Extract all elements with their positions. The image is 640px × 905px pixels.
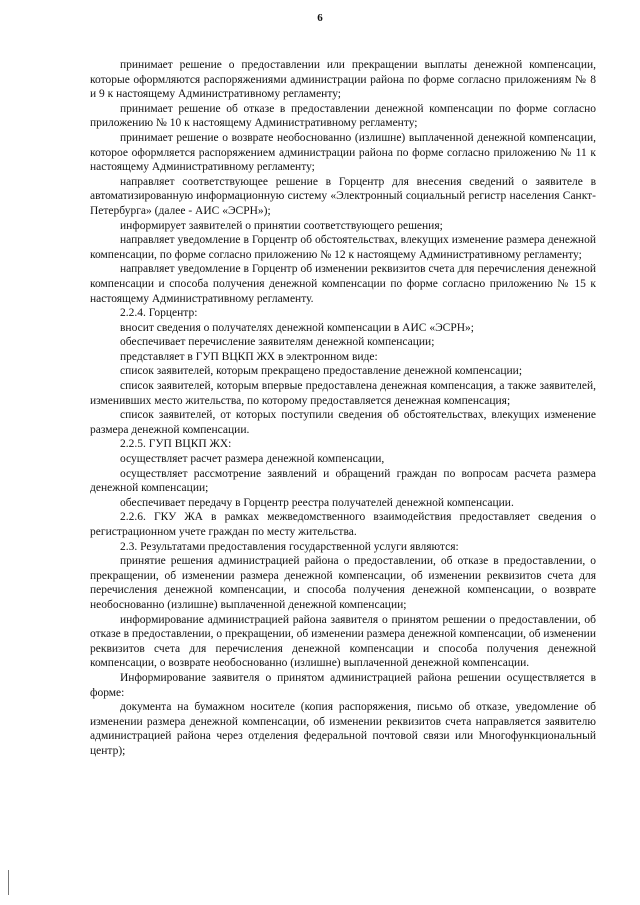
paragraph: обеспечивает передачу в Горцентр реестра получателей денежной компенсации. bbox=[120, 496, 514, 509]
section-heading: 2.3. Результатами предоставления государственной услуги являются: bbox=[120, 540, 459, 553]
paragraph: направляет соответствующее решение в Горцентр для внесения сведений о заявителе в автоматизированную информационную систему «Электронный социальный регистр населения Санкт-Петербурга» (далее - АИС «ЭСРН»); bbox=[90, 175, 596, 217]
document-body bbox=[90, 58, 596, 759]
paragraph: направляет уведомление в Горцентр об обстоятельствах, влекущих изменение размера денежной компенсации, по форме согласно приложению № 12 к настоящему Административному регламенту; bbox=[90, 234, 596, 261]
paragraph: направляет уведомление в Горцентр об изменении реквизитов счета для перечисления денежной компенсации и способа получения денежной компенсации по форме согласно приложению № 15 к настоящему Административному регламенту. bbox=[90, 263, 596, 305]
paragraph: принимает решение о предоставлении или прекращении выплаты денежной компенсации, которые оформляются распоряжениями администрации района по форме согласно приложениям № 8 и 9 к настоящему Административному регламенту; bbox=[90, 59, 596, 101]
paragraph: обеспечивает перечисление заявителям денежной компенсации; bbox=[120, 336, 435, 349]
section-heading: 2.2.5. ГУП ВЦКП ЖХ: bbox=[120, 438, 232, 451]
page-number: 6 bbox=[317, 12, 323, 24]
paragraph: список заявителей, которым впервые предоставлена денежная компенсация, а также заявителей, изменивших место жительства, по которому предоставляется денежная компенсация; bbox=[90, 380, 596, 407]
paragraph: принимает решение об отказе в предоставлении денежной компенсации по форме согласно приложению № 10 к настоящему Административному регламенту; bbox=[90, 102, 596, 130]
paragraph: осуществляет рассмотрение заявлений и обращений граждан по вопросам расчета размера денежной компенсации; bbox=[90, 467, 596, 495]
paragraph: документа на бумажном носителе (копия распоряжения, письмо об отказе, уведомление об изменении размера денежной компенсации, об изменении реквизитов счета направляется заявителю администрацией района через отделения федеральной почтовой связи или Многофункциональный центр); bbox=[90, 701, 596, 757]
paragraph: принятие решения администрацией района о предоставлении, об отказе в предоставлении, о прекращении, об изменении размера денежной компенсации, об изменении реквизитов счета для перечисления денежной компенсации, и способа получения денежной компенсации, о возврате необоснованно (излишне) выплаченной денежной компенсации; bbox=[90, 555, 596, 611]
paragraph: представляет в ГУП ВЦКП ЖХ в электронном виде: bbox=[120, 350, 378, 363]
scan-edge-mark bbox=[8, 870, 9, 895]
paragraph: принимает решение о возврате необоснованно (излишне) выплаченной денежной компенсации, которое оформляется распоряжением администрации района по форме согласно приложению № 11 к настоящему Административному регламенту; bbox=[90, 131, 596, 174]
section-paragraph: 2.2.6. ГКУ ЖА в рамках межведомственного взаимодействия предоставляет сведения о регистрационном учете граждан по месту жительства. bbox=[90, 511, 596, 538]
paragraph: Информирование заявителя о принятом администрацией района решении осуществляется в форме: bbox=[90, 671, 596, 699]
paragraph: список заявителей, которым прекращено предоставление денежной компенсации; bbox=[120, 365, 523, 378]
paragraph: список заявителей, от которых поступили сведения об обстоятельствах, влекущих изменение размера денежной компенсации. bbox=[90, 409, 596, 436]
paragraph: информирует заявителей о принятии соответствующего решения; bbox=[120, 219, 443, 232]
paragraph: информирование администрацией района заявителя о принятом решении о предоставлении, об отказе в предоставлении, о прекращении, об изменении размера денежной компенсации, об изменении реквизитов счета для перечисления денежной компенсации и способа получения денежной компенсации, о возврате необоснованно (излишне) выплаченной денежной компенсации. bbox=[90, 613, 596, 670]
paragraph: вносит сведения о получателях денежной компенсации в АИС «ЭСРН»; bbox=[120, 321, 474, 334]
paragraph: осуществляет расчет размера денежной компенсации, bbox=[120, 453, 385, 466]
section-heading: 2.2.4. Горцентр: bbox=[120, 307, 198, 320]
